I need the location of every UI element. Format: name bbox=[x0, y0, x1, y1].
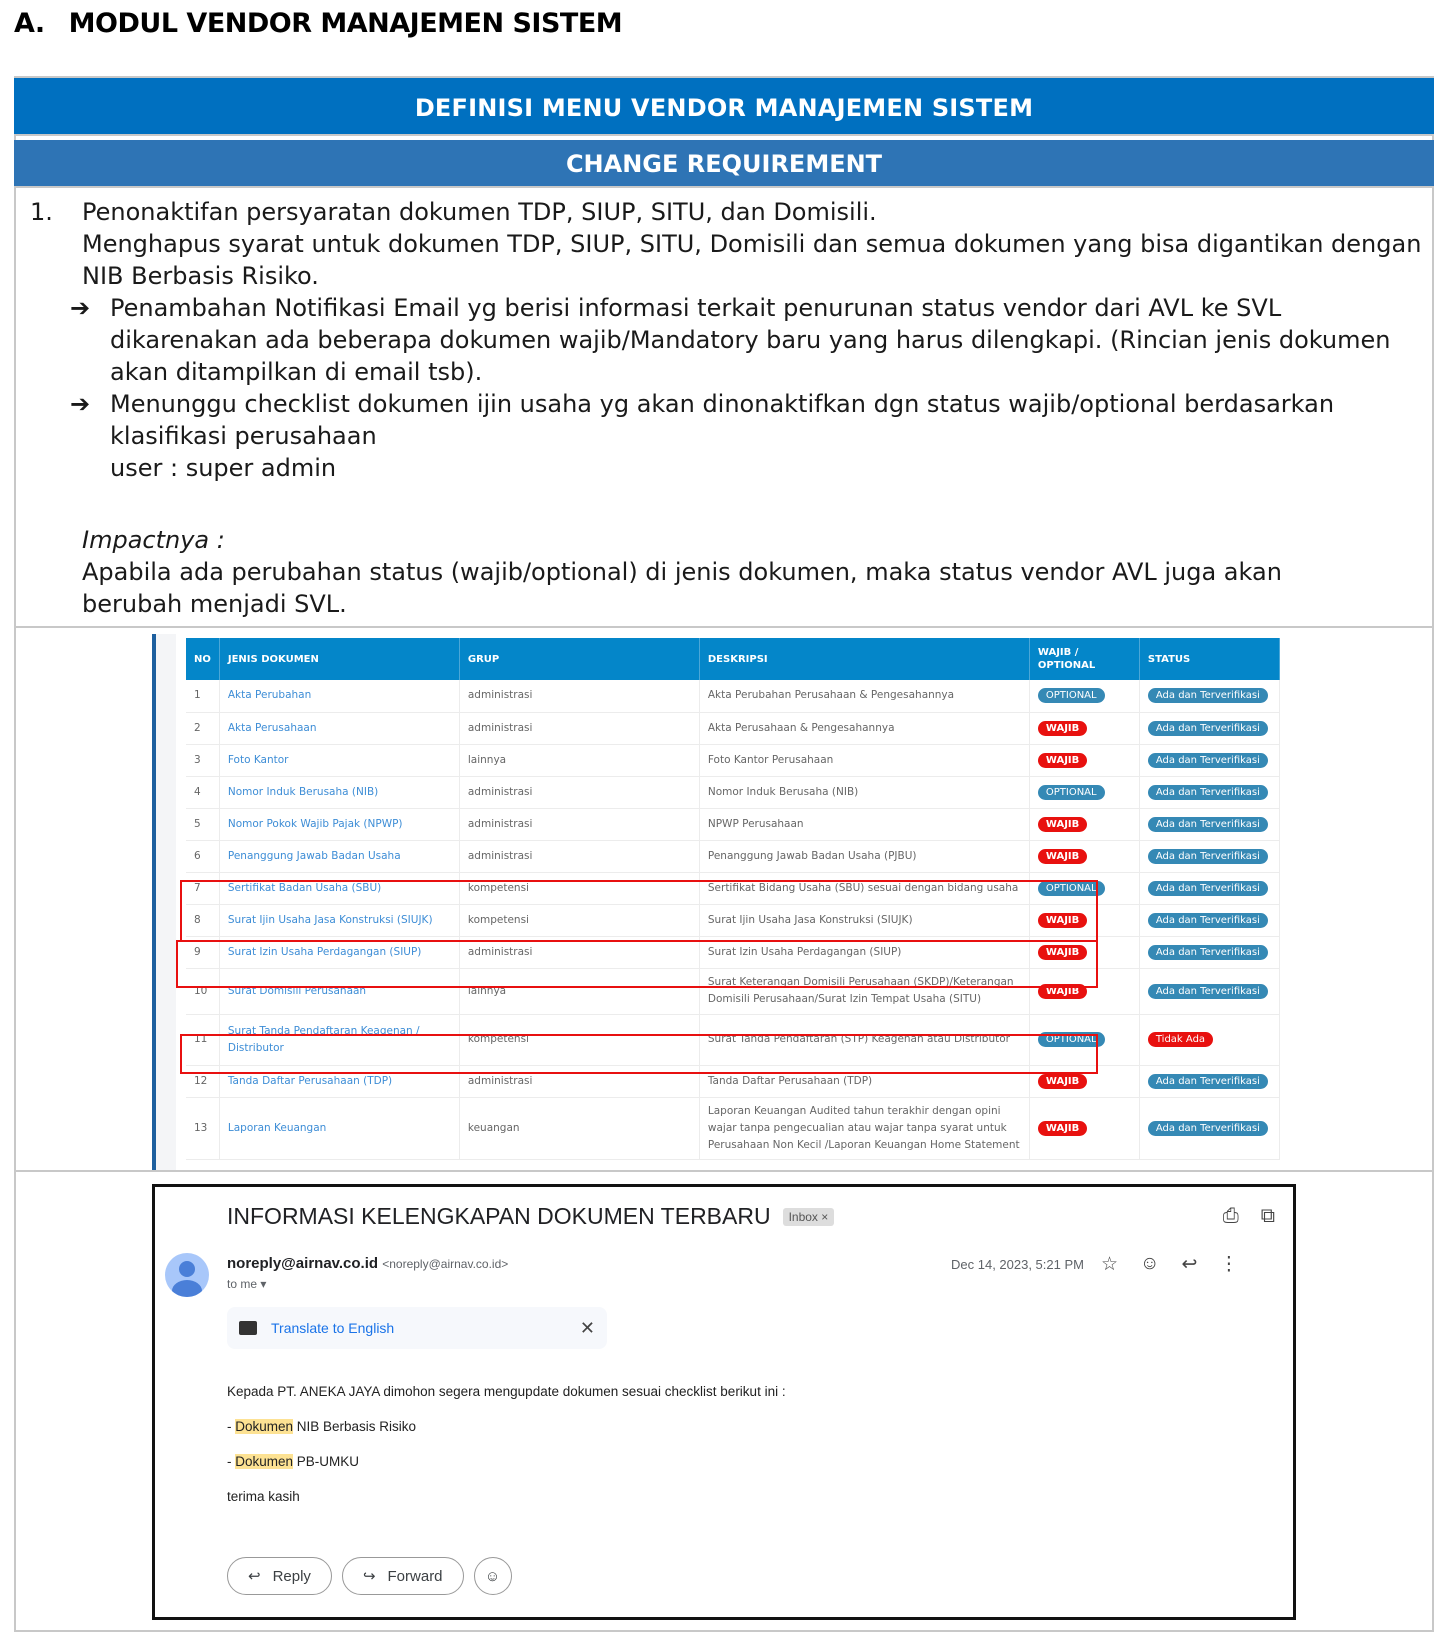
cell-status bbox=[1139, 904, 1279, 936]
cell-no: 7 bbox=[186, 872, 219, 904]
table-row bbox=[186, 872, 1279, 904]
bullet-user-note: user : super admin bbox=[110, 454, 337, 482]
sender-name: noreply@airnav.co.id bbox=[227, 1255, 379, 1272]
star-icon[interactable]: ☆ bbox=[1101, 1254, 1119, 1275]
cell-status bbox=[1139, 1097, 1279, 1159]
more-options-icon[interactable]: ⋮ bbox=[1219, 1254, 1239, 1275]
bullet-text: Menunggu checklist dokumen ijin usaha yg akan dinonaktifkan dgn status wajib/optional berdasarkan klasifikasi perusahaan bbox=[110, 390, 1335, 450]
cell-status bbox=[1139, 872, 1279, 904]
cell-status bbox=[1139, 936, 1279, 968]
cell-no: 5 bbox=[186, 808, 219, 840]
table-row bbox=[186, 904, 1279, 936]
cell-wajib bbox=[1029, 904, 1139, 936]
sender bbox=[227, 1255, 508, 1272]
cell-deskripsi: Surat Izin Usaha Perdagangan (SIUP) bbox=[699, 936, 1029, 968]
reply-icon: ↩ bbox=[248, 1568, 261, 1585]
cell-wajib bbox=[1029, 1065, 1139, 1097]
cell-wajib bbox=[1029, 1014, 1139, 1065]
requirement-item bbox=[30, 196, 1430, 292]
email-subject bbox=[227, 1203, 834, 1230]
cell-grup: administrasi bbox=[459, 936, 699, 968]
email-body bbox=[227, 1383, 786, 1523]
sender-address: <noreply@airnav.co.id> bbox=[382, 1257, 509, 1271]
table-row bbox=[186, 776, 1279, 808]
col-no: NO bbox=[186, 638, 219, 680]
table-row bbox=[186, 744, 1279, 776]
document-link[interactable]: Akta Perusahaan bbox=[219, 712, 459, 744]
definition-banner: DEFINISI MENU VENDOR MANAJEMEN SISTEM bbox=[14, 76, 1434, 136]
inbox-label-chip[interactable]: Inbox × bbox=[783, 1208, 835, 1226]
requirement-text bbox=[30, 196, 1430, 620]
status-badge: Ada dan Terverifikasi bbox=[1148, 1121, 1268, 1136]
col-deskripsi: DESKRIPSI bbox=[699, 638, 1029, 680]
cell-no: 10 bbox=[186, 968, 219, 1014]
sidebar-shade bbox=[156, 634, 176, 1170]
requirement-badge: WAJIB bbox=[1038, 1074, 1087, 1089]
reply-button[interactable] bbox=[227, 1557, 332, 1595]
cell-status bbox=[1139, 712, 1279, 744]
close-icon[interactable]: ✕ bbox=[579, 1317, 595, 1338]
impact-text: Apabila ada perubahan status (wajib/optional) di jenis dokumen, maka status vendor AVL juga akan berubah menjadi SVL. bbox=[82, 558, 1282, 618]
document-link[interactable]: Foto Kantor bbox=[219, 744, 459, 776]
cell-wajib bbox=[1029, 936, 1139, 968]
arrow-right-icon: ➔ bbox=[70, 294, 91, 322]
email-greeting: Kepada PT. ANEKA JAYA dimohon segera mengupdate dokumen sesuai checklist berikut ini : bbox=[227, 1384, 786, 1399]
highlight: Dokumen bbox=[235, 1454, 294, 1469]
cell-no: 4 bbox=[186, 776, 219, 808]
requirement-badge: WAJIB bbox=[1038, 753, 1087, 768]
email-closing: terima kasih bbox=[227, 1489, 300, 1504]
status-badge: Ada dan Terverifikasi bbox=[1148, 1074, 1268, 1089]
email-actions bbox=[227, 1557, 512, 1595]
document-link[interactable]: Surat Domisili Perusahaan bbox=[219, 968, 459, 1014]
emoji-react-icon[interactable]: ☺ bbox=[1140, 1253, 1160, 1274]
col-status: STATUS bbox=[1139, 638, 1279, 680]
cell-status bbox=[1139, 680, 1279, 712]
email-subject-text: INFORMASI KELENGKAPAN DOKUMEN TERBARU bbox=[227, 1203, 771, 1229]
forward-label: Forward bbox=[387, 1567, 443, 1585]
impact-label: Impactnya : bbox=[82, 526, 225, 554]
table-row bbox=[186, 808, 1279, 840]
status-badge: Ada dan Terverifikasi bbox=[1148, 849, 1268, 864]
document-link[interactable]: Sertifikat Badan Usaha (SBU) bbox=[219, 872, 459, 904]
cell-no: 8 bbox=[186, 904, 219, 936]
status-badge: Ada dan Terverifikasi bbox=[1148, 817, 1268, 832]
document-link[interactable]: Surat Izin Usaha Perdagangan (SIUP) bbox=[219, 936, 459, 968]
document-link[interactable]: Nomor Pokok Wajib Pajak (NPWP) bbox=[219, 808, 459, 840]
cell-status bbox=[1139, 968, 1279, 1014]
cell-no: 1 bbox=[186, 680, 219, 712]
recipient-toggle[interactable]: to me ▾ bbox=[227, 1277, 267, 1291]
requirement-badge: OPTIONAL bbox=[1038, 688, 1105, 703]
cell-grup: administrasi bbox=[459, 712, 699, 744]
document-link[interactable]: Akta Perubahan bbox=[219, 680, 459, 712]
status-badge: Ada dan Terverifikasi bbox=[1148, 785, 1268, 800]
cell-no: 11 bbox=[186, 1014, 219, 1065]
cell-deskripsi: Akta Perusahaan & Pengesahannya bbox=[699, 712, 1029, 744]
requirement-number: 1. bbox=[30, 198, 53, 226]
cell-wajib bbox=[1029, 968, 1139, 1014]
email-top-actions bbox=[1223, 1205, 1275, 1228]
cell-status bbox=[1139, 1014, 1279, 1065]
requirement-badge: OPTIONAL bbox=[1038, 1032, 1105, 1047]
document-link[interactable]: Surat Ijin Usaha Jasa Konstruksi (SIUJK) bbox=[219, 904, 459, 936]
requirement-badge: WAJIB bbox=[1038, 984, 1087, 999]
cell-deskripsi: Tanda Daftar Perusahaan (TDP) bbox=[699, 1065, 1029, 1097]
section-heading bbox=[14, 8, 622, 39]
emoji-icon: ☺ bbox=[484, 1567, 501, 1585]
table-row bbox=[186, 1065, 1279, 1097]
cell-deskripsi: Foto Kantor Perusahaan bbox=[699, 744, 1029, 776]
cell-status bbox=[1139, 840, 1279, 872]
cell-deskripsi: Laporan Keuangan Audited tahun terakhir dengan opini wajar tanpa pengecualian atau wajar tanpa syarat untuk Perusahaan Non Kecil /Laporan Keuangan Home Statement bbox=[699, 1097, 1029, 1159]
cell-wajib bbox=[1029, 1097, 1139, 1159]
status-badge: Ada dan Terverifikasi bbox=[1148, 688, 1268, 703]
cell-no: 6 bbox=[186, 840, 219, 872]
highlight: Dokumen bbox=[235, 1419, 294, 1434]
requirement-badge: WAJIB bbox=[1038, 817, 1087, 832]
cell-deskripsi: Penanggung Jawab Badan Usaha (PJBU) bbox=[699, 840, 1029, 872]
cell-deskripsi: Surat Keterangan Domisili Perusahaan (SKDP)/Keterangan Domisili Perusahaan/Surat Izin Tempat Usaha (SITU) bbox=[699, 968, 1029, 1014]
reply-label: Reply bbox=[272, 1567, 311, 1585]
col-grup: GRUP bbox=[459, 638, 699, 680]
cell-grup: kompetensi bbox=[459, 1014, 699, 1065]
cell-wajib bbox=[1029, 744, 1139, 776]
cell-no: 2 bbox=[186, 712, 219, 744]
requirement-description: Menghapus syarat untuk dokumen TDP, SIUP, SITU, Domisili dan semua dokumen yang bisa digantikan dengan NIB Berbasis Risiko. bbox=[82, 230, 1422, 290]
col-jenis: JENIS DOKUMEN bbox=[219, 638, 459, 680]
table-row bbox=[186, 936, 1279, 968]
table-row bbox=[186, 968, 1279, 1014]
cell-no: 3 bbox=[186, 744, 219, 776]
cell-deskripsi: Akta Perubahan Perusahaan & Pengesahannya bbox=[699, 680, 1029, 712]
email-screenshot bbox=[152, 1184, 1296, 1620]
cell-no: 13 bbox=[186, 1097, 219, 1159]
cell-status bbox=[1139, 776, 1279, 808]
cell-grup: lainnya bbox=[459, 968, 699, 1014]
cell-no: 9 bbox=[186, 936, 219, 968]
cell-wajib bbox=[1029, 840, 1139, 872]
status-badge: Ada dan Terverifikasi bbox=[1148, 881, 1268, 896]
bullet-text: Penambahan Notifikasi Email yg berisi informasi terkait penurunan status vendor dari AVL ke SVL dikarenakan ada beberapa dokumen wajib/Mandatory baru yang harus dilengkapi. (Rincian jenis dokumen akan ditampilkan di email tsb). bbox=[110, 294, 1391, 386]
requirement-title: Penonaktifan persyaratan dokumen TDP, SIUP, SITU, dan Domisili. bbox=[82, 198, 877, 226]
table-header-row bbox=[186, 638, 1279, 680]
requirement-badge: OPTIONAL bbox=[1038, 785, 1105, 800]
cell-grup: lainnya bbox=[459, 744, 699, 776]
cell-grup: administrasi bbox=[459, 840, 699, 872]
table-row bbox=[186, 1097, 1279, 1159]
table-row bbox=[186, 1014, 1279, 1065]
document-table-screenshot bbox=[152, 634, 1282, 1170]
cell-grup: kompetensi bbox=[459, 904, 699, 936]
cell-grup: keuangan bbox=[459, 1097, 699, 1159]
cell-deskripsi: Nomor Induk Berusaha (NIB) bbox=[699, 776, 1029, 808]
email-date: Dec 14, 2023, 5:21 PM bbox=[951, 1257, 1084, 1272]
document-link[interactable]: Laporan Keuangan bbox=[219, 1097, 459, 1159]
cell-wajib bbox=[1029, 808, 1139, 840]
email-meta-actions bbox=[1101, 1253, 1238, 1276]
document-link[interactable]: Penanggung Jawab Badan Usaha bbox=[219, 840, 459, 872]
bullet-item bbox=[70, 388, 1430, 484]
cell-status bbox=[1139, 744, 1279, 776]
status-badge: Tidak Ada bbox=[1148, 1032, 1213, 1047]
cell-grup: administrasi bbox=[459, 1065, 699, 1097]
requirement-badge: WAJIB bbox=[1038, 849, 1087, 864]
email-item: - Dokumen NIB Berbasis Risiko bbox=[227, 1419, 417, 1434]
status-badge: Ada dan Terverifikasi bbox=[1148, 721, 1268, 736]
translate-icon bbox=[239, 1321, 257, 1335]
cell-no: 12 bbox=[186, 1065, 219, 1097]
divider bbox=[14, 1170, 1434, 1172]
print-icon[interactable]: ⎙ bbox=[1222, 1205, 1239, 1227]
requirement-badge: WAJIB bbox=[1038, 945, 1087, 960]
cell-deskripsi: NPWP Perusahaan bbox=[699, 808, 1029, 840]
section-letter: A. bbox=[14, 8, 45, 39]
table-row bbox=[186, 840, 1279, 872]
document-link[interactable]: Nomor Induk Berusaha (NIB) bbox=[219, 776, 459, 808]
requirement-badge: WAJIB bbox=[1038, 913, 1087, 928]
requirement-badge: WAJIB bbox=[1038, 721, 1087, 736]
cell-grup: kompetensi bbox=[459, 872, 699, 904]
cell-grup: administrasi bbox=[459, 776, 699, 808]
status-badge: Ada dan Terverifikasi bbox=[1148, 984, 1268, 999]
reply-icon[interactable]: ↩ bbox=[1181, 1254, 1198, 1275]
cell-status bbox=[1139, 1065, 1279, 1097]
requirement-badge: WAJIB bbox=[1038, 1121, 1087, 1136]
cell-wajib bbox=[1029, 872, 1139, 904]
open-in-new-window-icon[interactable]: ⧉ bbox=[1260, 1205, 1275, 1227]
emoji-button[interactable] bbox=[474, 1557, 512, 1595]
cell-grup: administrasi bbox=[459, 680, 699, 712]
requirement-badge: OPTIONAL bbox=[1038, 881, 1105, 896]
sender-avatar bbox=[165, 1253, 209, 1297]
col-wajib: WAJIB / OPTIONAL bbox=[1029, 638, 1139, 680]
change-requirement-banner: CHANGE REQUIREMENT bbox=[14, 140, 1434, 188]
translate-bar bbox=[227, 1307, 607, 1349]
cell-status bbox=[1139, 808, 1279, 840]
email-item: - Dokumen PB-UMKU bbox=[227, 1454, 360, 1469]
document-link[interactable]: Tanda Daftar Perusahaan (TDP) bbox=[219, 1065, 459, 1097]
divider bbox=[14, 626, 1434, 628]
document-link[interactable]: Surat Tanda Pendaftaran Keagenan / Distributor bbox=[219, 1014, 459, 1065]
cell-wajib bbox=[1029, 680, 1139, 712]
table-row bbox=[186, 680, 1279, 712]
table-row bbox=[186, 712, 1279, 744]
section-title: MODUL VENDOR MANAJEMEN SISTEM bbox=[68, 8, 623, 39]
status-badge: Ada dan Terverifikasi bbox=[1148, 753, 1268, 768]
document-table bbox=[186, 638, 1280, 1160]
forward-icon: ↪ bbox=[362, 1568, 376, 1585]
translate-link[interactable]: Translate to English bbox=[271, 1320, 395, 1336]
cell-deskripsi: Surat Tanda Pendaftaran (STP) Keagenan atau Distributor bbox=[699, 1014, 1029, 1065]
forward-button[interactable] bbox=[342, 1557, 464, 1595]
cell-wajib bbox=[1029, 712, 1139, 744]
cell-deskripsi: Sertifikat Bidang Usaha (SBU) sesuai dengan bidang usaha bbox=[699, 872, 1029, 904]
cell-grup: administrasi bbox=[459, 808, 699, 840]
arrow-right-icon: ➔ bbox=[70, 390, 91, 418]
status-badge: Ada dan Terverifikasi bbox=[1148, 913, 1268, 928]
cell-wajib bbox=[1029, 776, 1139, 808]
bullet-item bbox=[70, 292, 1430, 388]
status-badge: Ada dan Terverifikasi bbox=[1148, 945, 1268, 960]
cell-deskripsi: Surat Ijin Usaha Jasa Konstruksi (SIUJK) bbox=[699, 904, 1029, 936]
